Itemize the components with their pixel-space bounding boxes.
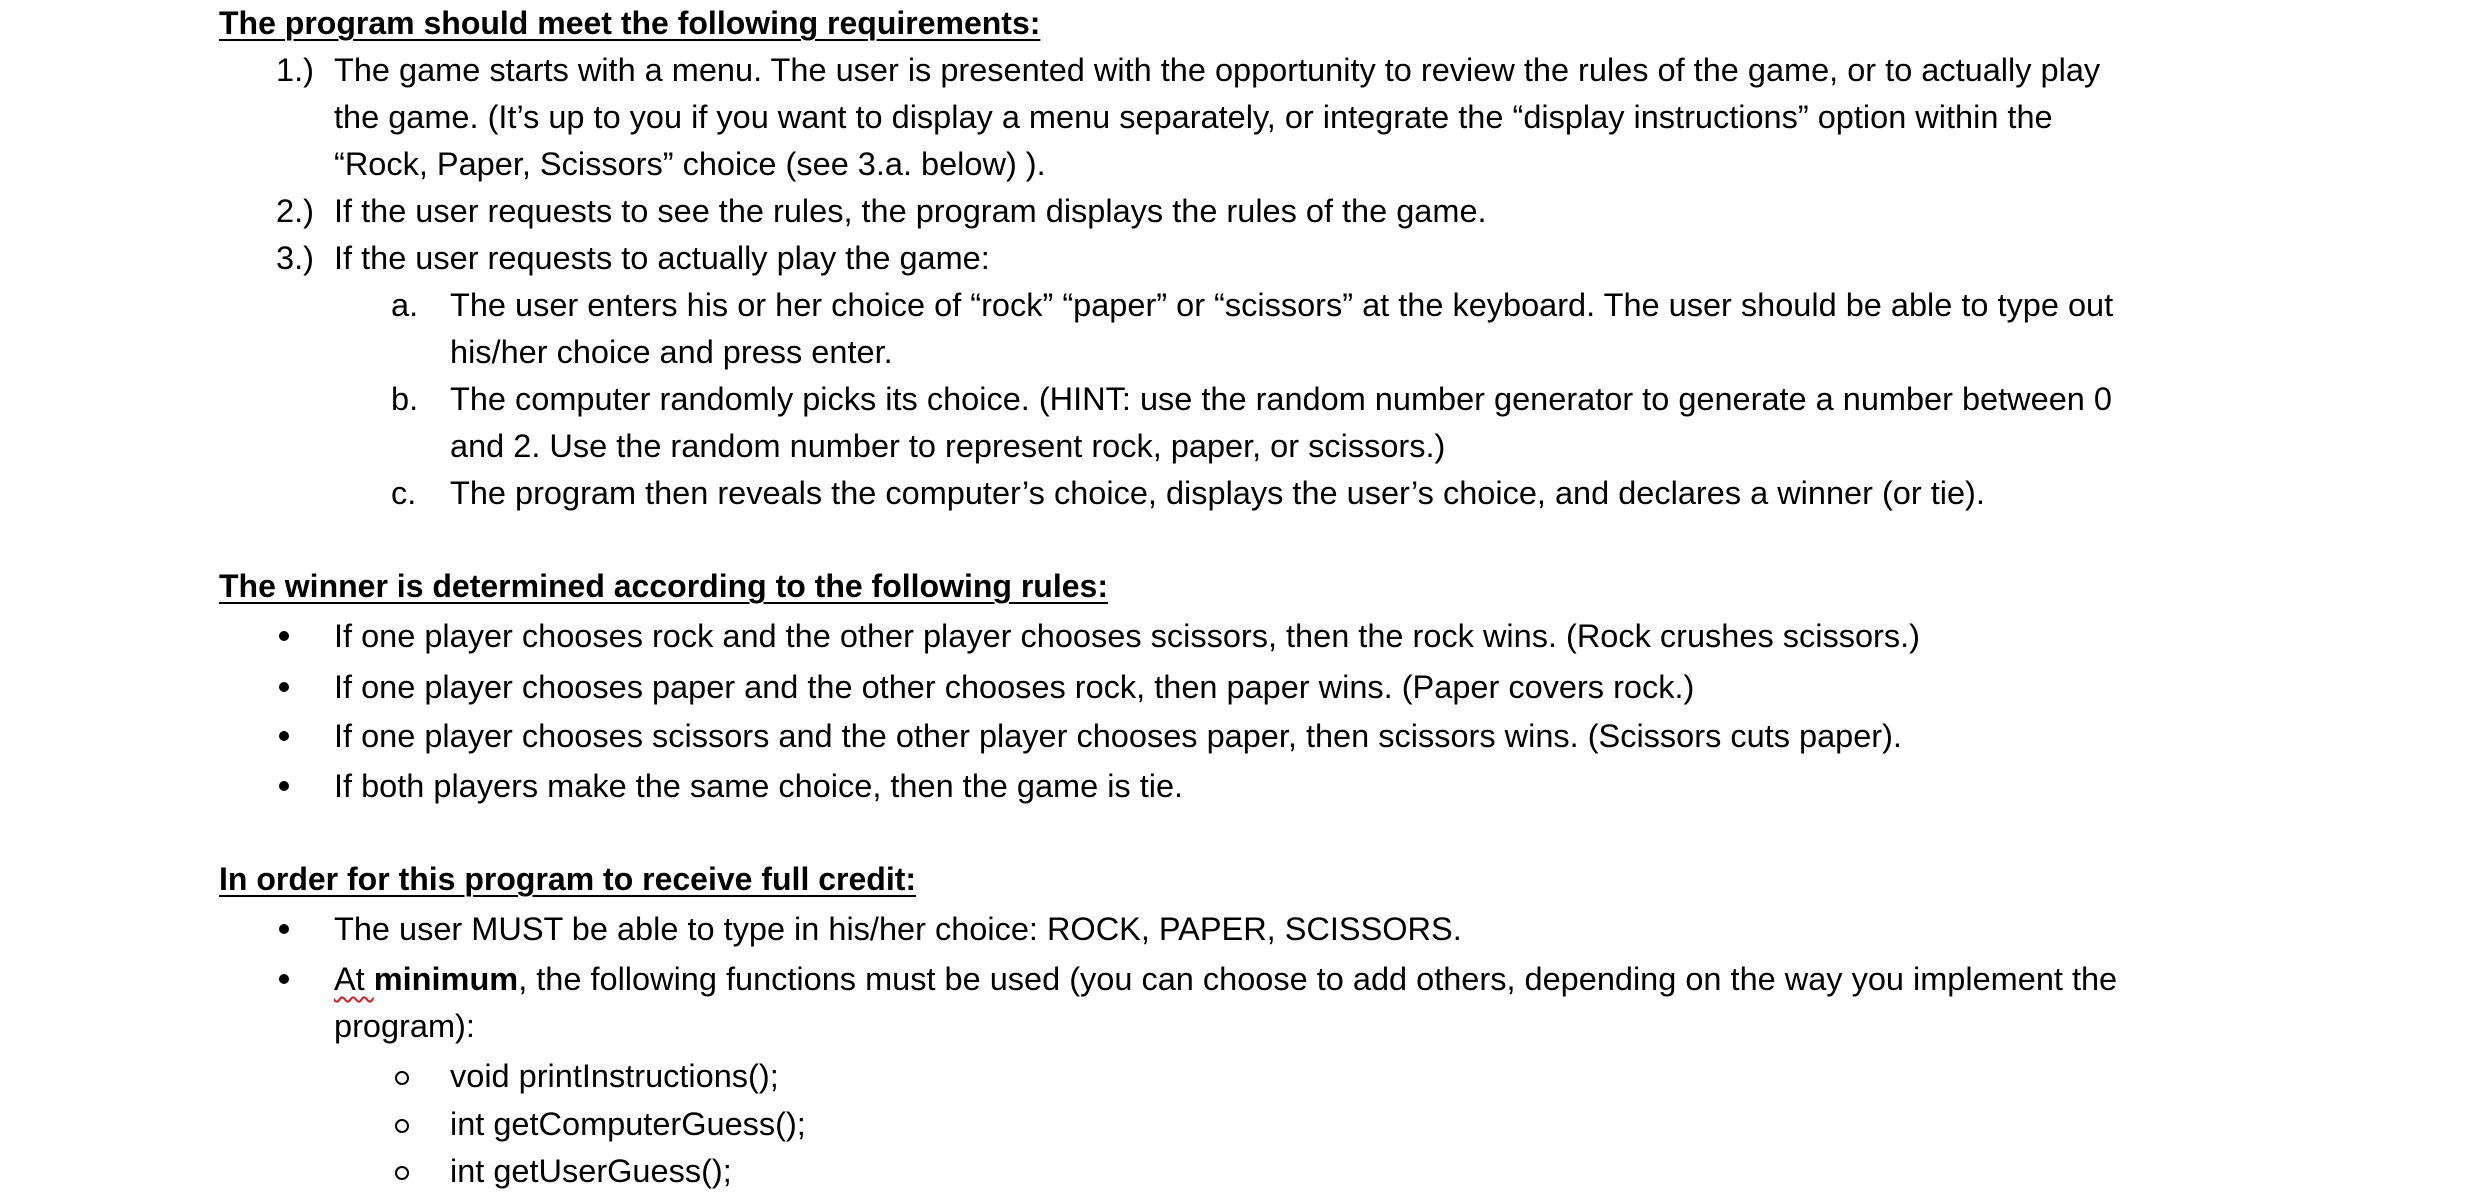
bullet-icon xyxy=(279,682,289,692)
requirement-1-line-1: The game starts with a menu. The user is presented with the opportunity to review the rules of the game, or to actually play xyxy=(334,52,2101,88)
credit-item-1: The user MUST be able to type in his/her choice: ROCK, PAPER, SCISSORS. xyxy=(334,911,1462,947)
list-number-2: 2.) xyxy=(276,193,314,229)
list-number-1: 1.) xyxy=(276,52,314,88)
winner-rules-heading: The winner is determined according to the following rules: xyxy=(219,568,1108,604)
bullet-icon xyxy=(279,924,289,934)
function-2-text: int getComputerGuess(); xyxy=(450,1106,806,1142)
winner-rule-2: If one player chooses paper and the other chooses rock, then paper wins. (Paper covers rock.) xyxy=(334,669,1695,705)
list-letter-a: a. xyxy=(391,287,419,323)
subitem-c-line-1: The program then reveals the computer’s choice, displays the user’s choice, and declares a winner (or tie). xyxy=(450,475,1985,511)
list-letter-b: b. xyxy=(391,381,419,417)
subitem-a-line-1: The user enters his or her choice of “rock” “paper” or “scissors” at the keyboard. The user should be able to type out xyxy=(450,287,2114,323)
credit-item-2-bold: minimum xyxy=(373,961,519,997)
winner-rule-1: If one player chooses rock and the other player chooses scissors, then the rock wins. (Rock crushes scissors.) xyxy=(334,618,1920,654)
requirements-heading: The program should meet the following requirements: xyxy=(219,5,1041,41)
subitem-b-line-1: The computer randomly picks its choice. (HINT: use the random number generator to generate a number between 0 xyxy=(450,381,2112,417)
winner-rule-3: If one player chooses scissors and the other player chooses paper, then scissors wins. (Scissors cuts paper). xyxy=(334,718,1902,754)
credit-item-2-line-2: program): xyxy=(334,1008,475,1044)
function-3-text: int getUserGuess(); xyxy=(450,1153,732,1189)
circle-bullet-icon xyxy=(395,1166,409,1180)
circle-bullet-icon xyxy=(395,1119,409,1133)
winner-rule-4: If both players make the same choice, then the game is tie. xyxy=(334,768,1184,804)
bullet-icon xyxy=(279,631,289,641)
circle-bullet-icon xyxy=(395,1071,409,1085)
subitem-b-line-2: and 2. Use the random number to represent rock, paper, or scissors.) xyxy=(450,428,1446,464)
requirement-2-line-1: If the user requests to see the rules, the program displays the rules of the game. xyxy=(334,193,1487,229)
subitem-a-line-2: his/her choice and press enter. xyxy=(450,334,893,370)
credit-item-2-prefix: At xyxy=(334,961,374,997)
list-number-3: 3.) xyxy=(276,240,314,276)
full-credit-heading: In order for this program to receive full credit: xyxy=(219,861,917,897)
list-letter-c: c. xyxy=(391,475,417,511)
bullet-icon xyxy=(279,731,289,741)
credit-item-2-line-1 xyxy=(334,959,2117,999)
function-1 xyxy=(450,1056,779,1096)
credit-item-2-rest: , the following functions must be used (you can choose to add others, depending on the way you implement the xyxy=(518,961,2118,997)
requirement-1-line-2: the game. (It’s up to you if you want to display a menu separately, or integrate the “display instructions” option within the xyxy=(334,99,2053,135)
requirement-1-line-3: “Rock, Paper, Scissors” choice (see 3.a. below) ). xyxy=(334,146,1046,182)
function-2 xyxy=(450,1104,806,1144)
requirement-3-line-1: If the user requests to actually play the game: xyxy=(334,240,990,276)
function-3 xyxy=(450,1151,732,1191)
function-1-text: void printInstructions(); xyxy=(450,1058,779,1094)
bullet-icon xyxy=(279,974,289,984)
bullet-icon xyxy=(279,781,289,791)
